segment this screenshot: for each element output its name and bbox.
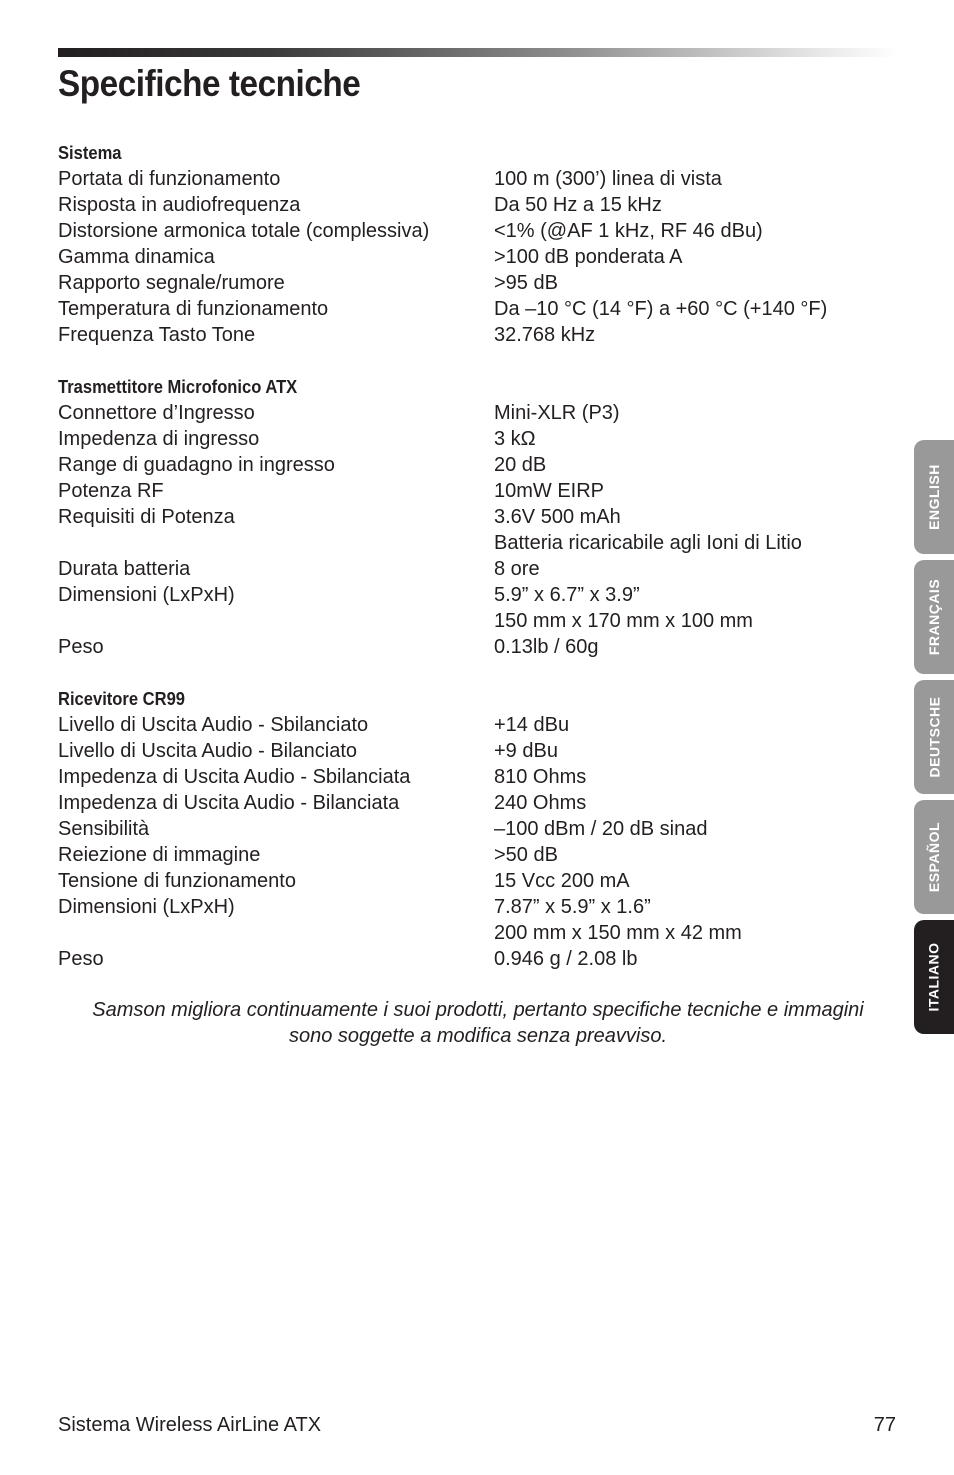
spec-row (58, 504, 898, 530)
spec-value: Da –10 °C (14 °F) a +60 °C (+140 °F) (494, 298, 828, 320)
spec-row (58, 192, 898, 218)
spec-row (58, 218, 898, 244)
spec-label: Livello di Uscita Audio - Sbilanciato (58, 714, 369, 736)
spec-label: Potenza RF (58, 480, 164, 502)
spec-value: 3.6V 500 mAh (494, 506, 621, 528)
spec-row (58, 868, 898, 894)
spec-row (58, 452, 898, 478)
spec-row (58, 582, 898, 608)
spec-label (58, 608, 494, 634)
spec-row (58, 244, 898, 270)
spec-row (58, 478, 898, 504)
section-sistema (58, 140, 898, 348)
spec-label: Rapporto segnale/rumore (58, 272, 285, 294)
spec-row (58, 738, 898, 764)
spec-label: Risposta in audiofrequenza (58, 194, 301, 216)
disclaimer-line: sono soggette a modifica senza preavviso. (289, 1025, 667, 1047)
spec-label: Gamma dinamica (58, 246, 215, 268)
tab-francais[interactable] (914, 560, 954, 674)
spec-row (58, 400, 898, 426)
spec-label (58, 530, 494, 556)
spec-label: Tensione di funzionamento (58, 870, 296, 892)
spec-value: +9 dBu (494, 740, 558, 762)
spec-list (58, 140, 898, 998)
spec-label: Impedenza di Uscita Audio - Bilanciata (58, 792, 400, 814)
spec-value: >50 dB (494, 844, 558, 866)
tab-label: ITALIANO (926, 942, 943, 1012)
tab-espanol[interactable] (914, 800, 954, 914)
spec-row (58, 946, 898, 972)
disclaimer-note (58, 997, 898, 1049)
spec-label: Dimensioni (LxPxH) (58, 896, 235, 918)
tab-italiano[interactable] (914, 920, 954, 1034)
spec-label: Dimensioni (LxPxH) (58, 584, 235, 606)
spec-value: 10mW EIRP (494, 480, 605, 502)
spec-value: <1% (@AF 1 kHz, RF 46 dBu) (494, 220, 763, 242)
spec-value: Batteria ricaricabile agli Ioni di Litio (494, 532, 802, 554)
spec-row (58, 530, 898, 556)
spec-value: 240 Ohms (494, 792, 587, 814)
spec-label: Impedenza di Uscita Audio - Sbilanciata (58, 766, 411, 788)
spec-label: Peso (58, 636, 104, 658)
spec-row (58, 322, 898, 348)
spec-value: 32.768 kHz (494, 324, 596, 346)
section-ricevitore (58, 686, 898, 972)
spec-label: Distorsione armonica totale (complessiva) (58, 220, 430, 242)
tab-english[interactable] (914, 440, 954, 554)
header-rule (58, 48, 898, 57)
spec-value: –100 dBm / 20 dB sinad (494, 818, 708, 840)
spec-row (58, 920, 898, 946)
spec-row (58, 764, 898, 790)
spec-label: Portata di funzionamento (58, 168, 281, 190)
spec-label: Sensibilità (58, 818, 150, 840)
tab-label: DEUTSCHE (926, 696, 943, 778)
spec-value: 7.87” x 5.9” x 1.6” (494, 896, 651, 918)
spec-value: 3 kΩ (494, 428, 536, 450)
spec-row (58, 296, 898, 322)
spec-value: Da 50 Hz a 15 kHz (494, 194, 662, 216)
page-number: 77 (873, 1414, 896, 1436)
spec-row (58, 816, 898, 842)
tab-label: FRANÇAIS (926, 578, 942, 656)
spec-row (58, 634, 898, 660)
spec-value: 0.946 g / 2.08 lb (494, 948, 638, 970)
spec-row (58, 166, 898, 192)
spec-label: Frequenza Tasto Tone (58, 324, 256, 346)
language-tabs (914, 0, 954, 1475)
spec-label: Reiezione di immagine (58, 844, 261, 866)
spec-row (58, 608, 898, 634)
spec-row (58, 842, 898, 868)
spec-value: 100 m (300’) linea di vista (494, 168, 722, 190)
spec-value: 20 dB (494, 454, 547, 476)
tab-deutsche[interactable] (914, 680, 954, 794)
spec-label: Impedenza di ingresso (58, 428, 260, 450)
spec-value: >95 dB (494, 272, 558, 294)
footer-product-name: Sistema Wireless AirLine ATX (58, 1414, 322, 1436)
spec-label: Durata batteria (58, 558, 191, 580)
spec-row (58, 894, 898, 920)
spec-value: 810 Ohms (494, 766, 587, 788)
spec-row (58, 556, 898, 582)
spec-row (58, 426, 898, 452)
spec-row (58, 712, 898, 738)
spec-value: +14 dBu (494, 714, 570, 736)
spec-value: 5.9” x 6.7” x 3.9” (494, 584, 640, 606)
spec-value: 150 mm x 170 mm x 100 mm (494, 610, 753, 632)
tab-label: ENGLISH (926, 464, 943, 530)
section-title: Trasmettitore Microfonico ATX (58, 377, 298, 397)
section-title: Ricevitore CR99 (58, 689, 186, 709)
spec-label: Connettore d’Ingresso (58, 402, 255, 424)
spec-value: 0.13lb / 60g (494, 636, 599, 658)
tab-label: ESPAÑOL (926, 821, 943, 893)
section-trasmettitore (58, 374, 898, 660)
page-title: Specifiche tecniche (58, 63, 361, 104)
spec-value: Mini-XLR (P3) (494, 402, 620, 424)
spec-label (58, 920, 494, 946)
spec-value: 15 Vcc 200 mA (494, 870, 630, 892)
spec-label: Livello di Uscita Audio - Bilanciato (58, 740, 358, 762)
spec-label: Requisiti di Potenza (58, 506, 235, 528)
disclaimer-line: Samson migliora continuamente i suoi prodotti, pertanto specifiche tecniche e immagini (92, 999, 864, 1021)
spec-row (58, 270, 898, 296)
spec-label: Range di guadagno in ingresso (58, 454, 335, 476)
spec-value: 200 mm x 150 mm x 42 mm (494, 922, 742, 944)
spec-value: >100 dB ponderata A (494, 246, 683, 268)
spec-label: Peso (58, 948, 104, 970)
spec-value: 8 ore (494, 558, 540, 580)
spec-label: Temperatura di funzionamento (58, 298, 329, 320)
section-title: Sistema (58, 143, 122, 163)
spec-row (58, 790, 898, 816)
